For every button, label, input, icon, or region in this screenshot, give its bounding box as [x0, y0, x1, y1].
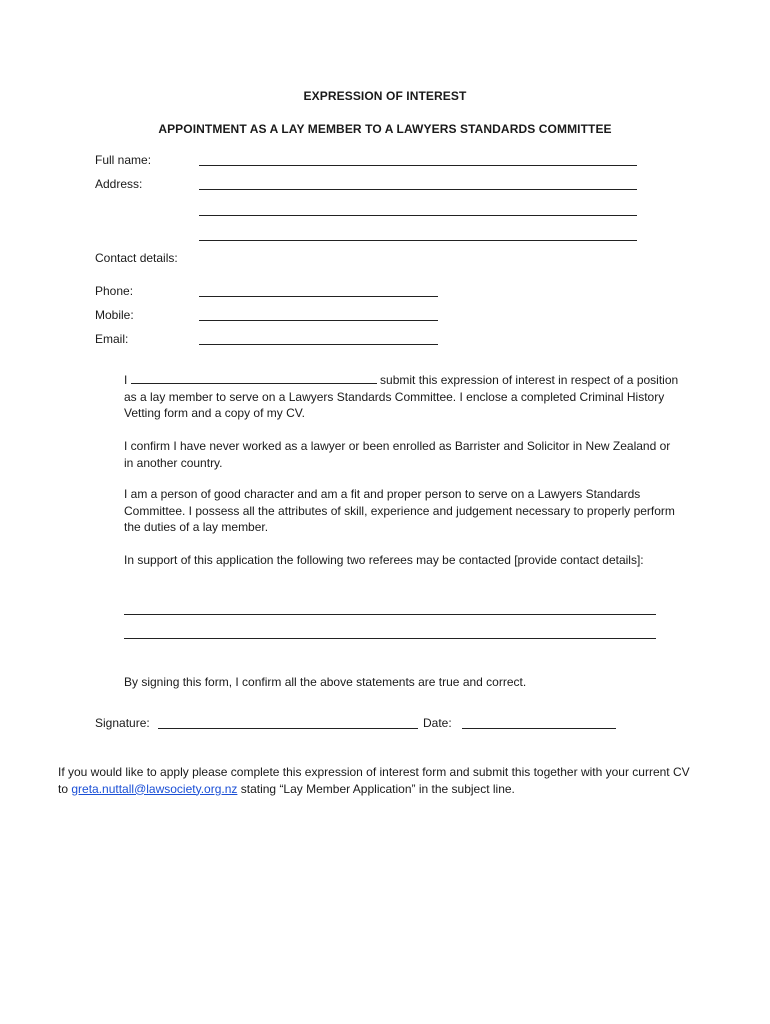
statement-paragraph-2: I confirm I have never worked as a lawyer or been enrolled as Barrister and Solicitor in New Zealand or in another country.	[124, 439, 671, 470]
mobile-label: Mobile:	[95, 308, 134, 322]
statement-text: submit this expression of interest in respect of a position as a lay member to serve on a Lawyers Standards Committee. I enclose a completed Criminal History Vetting form and a copy of my CV.	[124, 373, 679, 420]
full-name-label: Full name:	[95, 153, 152, 167]
statement-prefix: I	[124, 373, 128, 387]
footer-text-before: If you would like to apply please complete this expression of interest form and submit this together with your current CV to	[58, 765, 690, 796]
signature-label: Signature:	[95, 716, 150, 730]
signature-field[interactable]	[158, 728, 418, 729]
statement-paragraph-4: In support of this application the following two referees may be contacted [provide contact details]:	[124, 553, 644, 567]
contact-details-label: Contact details:	[95, 251, 178, 265]
address-field-line-2[interactable]	[199, 215, 637, 216]
document-subheading: APPOINTMENT AS A LAY MEMBER TO A LAWYERS STANDARDS COMMITTEE	[158, 122, 612, 136]
declarant-name-field[interactable]	[131, 373, 377, 384]
address-field-line-3[interactable]	[199, 240, 637, 241]
statement-paragraph-5: By signing this form, I confirm all the above statements are true and correct.	[124, 675, 527, 689]
address-field-line-1[interactable]	[199, 189, 637, 190]
full-name-field[interactable]	[199, 165, 637, 166]
document-heading: EXPRESSION OF INTEREST	[303, 89, 467, 103]
mobile-field[interactable]	[199, 320, 438, 321]
statement-paragraph-3: I am a person of good character and am a fit and proper person to serve on a Lawyers Standards Committee. I possess all the attributes of skill, experience and judgement necessary to properly perform the duties of a lay member.	[124, 487, 675, 534]
footer-instructions	[58, 764, 698, 797]
referee-field-2[interactable]	[124, 638, 656, 639]
date-field[interactable]	[462, 728, 616, 729]
referee-field-1[interactable]	[124, 614, 656, 615]
date-label: Date:	[423, 716, 452, 730]
email-label: Email:	[95, 332, 129, 346]
contact-email-link[interactable]: greta.nuttall@lawsociety.org.nz	[71, 781, 238, 796]
phone-label: Phone:	[95, 284, 134, 298]
statement-paragraph-1	[124, 372, 679, 422]
email-field[interactable]	[199, 344, 438, 345]
phone-field[interactable]	[199, 296, 438, 297]
address-label: Address:	[95, 177, 143, 191]
footer-text-after: stating “Lay Member Application” in the subject line.	[240, 781, 515, 796]
